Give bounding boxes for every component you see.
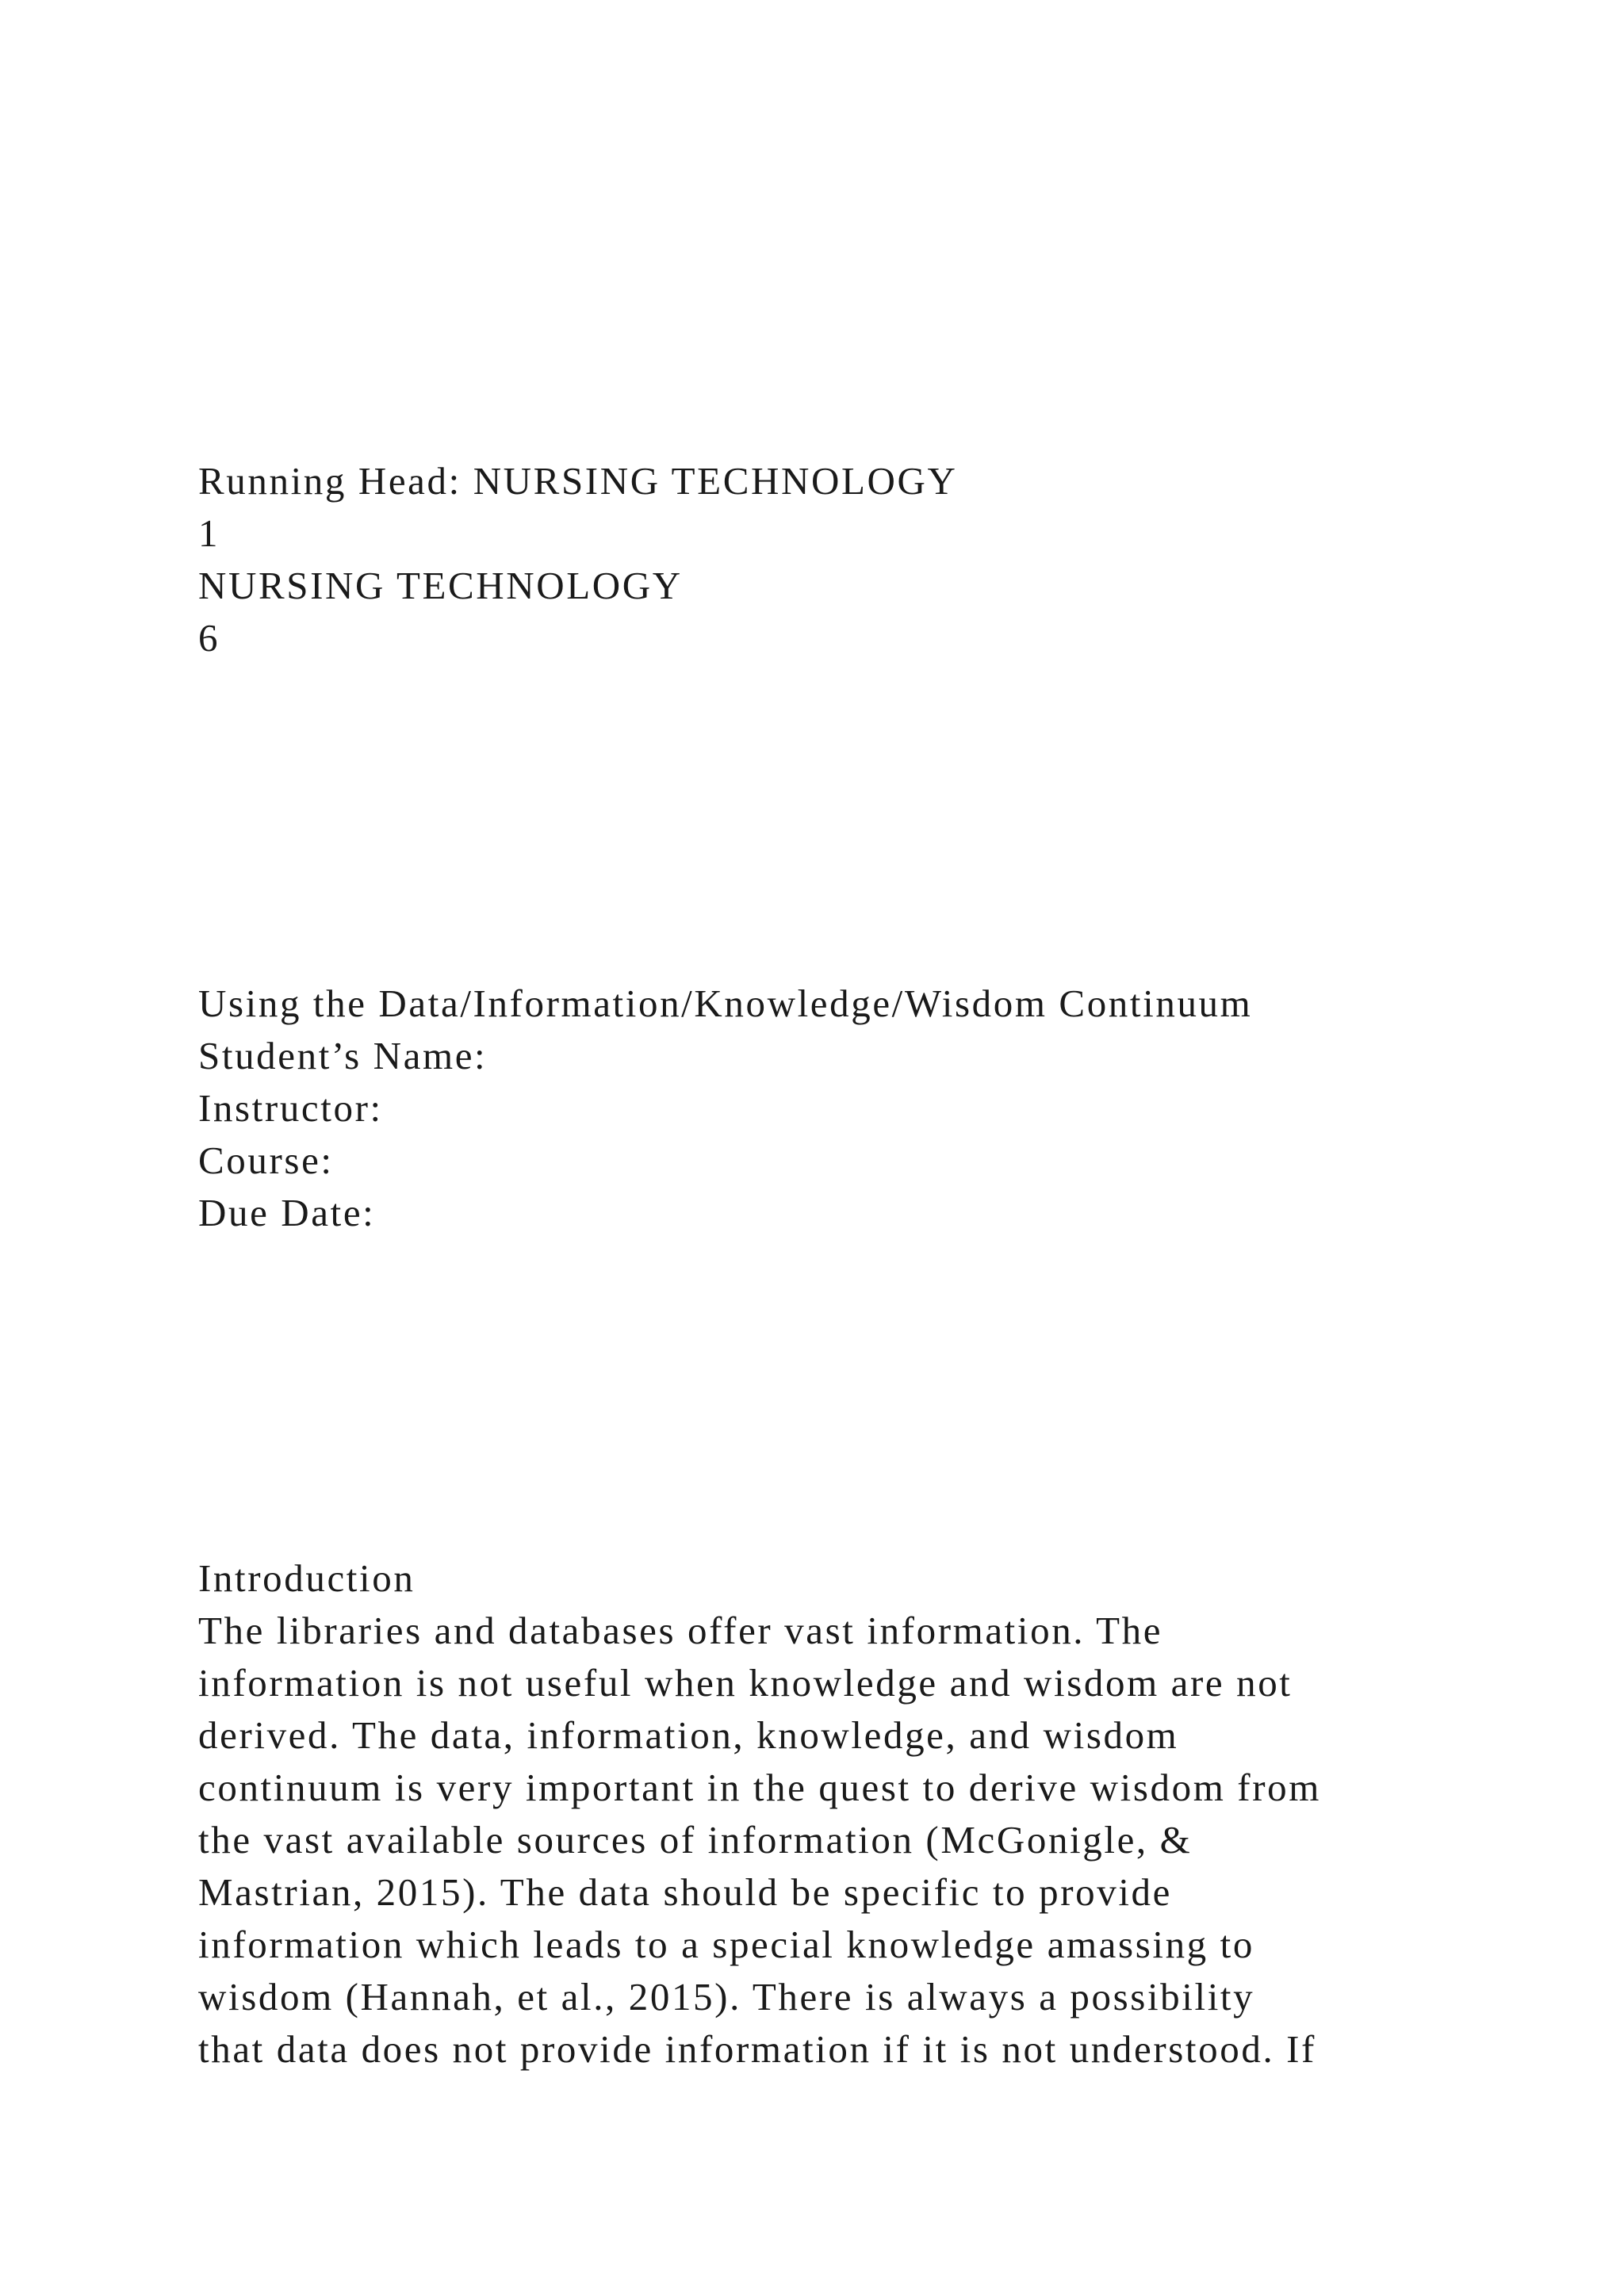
paragraph-line: continuum is very important in the quest to derive wisdom from <box>198 1766 1321 1809</box>
paragraph-line: information is not useful when knowledge and wisdom are not <box>198 1661 1293 1705</box>
introduction-section <box>198 1552 1546 2076</box>
page-number: 6 <box>198 616 220 660</box>
course-label: Course: <box>198 1138 334 1182</box>
paragraph-line: information which leads to a special knowledge amassing to <box>198 1923 1254 1966</box>
paragraph-line: Mastrian, 2015). The data should be specific to provide <box>198 1870 1172 1914</box>
due-date-label: Due Date: <box>198 1191 376 1234</box>
title-page-info <box>198 978 1546 1239</box>
paper-title: Using the Data/Information/Knowledge/Wisdom Continuum <box>198 982 1253 1025</box>
running-header <box>198 455 1546 664</box>
paragraph-line: that data does not provide information if it is not understood. If <box>198 2027 1316 2071</box>
paragraph-line: derived. The data, information, knowledge, and wisdom <box>198 1713 1179 1757</box>
student-name-label: Student’s Name: <box>198 1034 488 1077</box>
section-heading: Introduction <box>198 1556 416 1600</box>
paragraph-line: wisdom (Hannah, et al., 2015). There is always a possibility <box>198 1975 1255 2019</box>
running-head: Running Head: NURSING TECHNOLOGY <box>198 459 958 503</box>
page-number: 1 <box>198 511 220 555</box>
instructor-label: Instructor: <box>198 1086 383 1130</box>
paragraph-line: the vast available sources of information (McGonigle, & <box>198 1818 1193 1862</box>
paragraph-line: The libraries and databases offer vast information. The <box>198 1609 1163 1652</box>
short-title: NURSING TECHNOLOGY <box>198 564 683 607</box>
